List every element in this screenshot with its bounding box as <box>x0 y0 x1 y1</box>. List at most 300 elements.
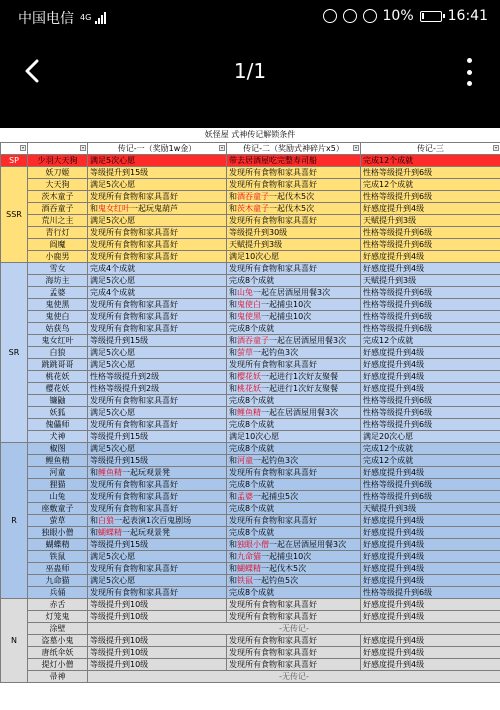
condition-text: 一起在居酒屋用餐3次 <box>261 408 339 417</box>
filter-dropdown-icon[interactable] <box>80 145 86 151</box>
bio-condition-cell-1 <box>88 611 227 623</box>
table-row <box>1 347 500 359</box>
bio-condition-cell-3 <box>361 647 500 659</box>
table-row <box>1 179 500 191</box>
table-row <box>1 167 500 179</box>
table-row <box>1 407 500 419</box>
shikigami-name-cell: 椒图 <box>28 443 88 455</box>
shikigami-name-cell: 傀儡师 <box>28 419 88 431</box>
no-biography-cell: -无传记- <box>88 623 500 635</box>
table-row <box>1 623 500 635</box>
shikigami-name-cell: 九命猫 <box>28 575 88 587</box>
bio-condition-cell-3 <box>361 155 500 167</box>
condition-text: 性格等级提升到6级 <box>363 312 433 321</box>
bio-condition-cell-1 <box>88 467 227 479</box>
shikigami-name-cell: 河童 <box>28 467 88 479</box>
condition-text: 一起在居酒屋用餐3次 <box>269 336 347 345</box>
shikigami-name-highlight: 樱花妖 <box>237 372 261 381</box>
shikigami-name-highlight: 鲤鱼精 <box>237 408 261 417</box>
condition-text: 一起玩鬼葫芦 <box>130 204 178 213</box>
bio-condition-cell-1 <box>88 407 227 419</box>
bio-condition-cell-3 <box>361 587 500 599</box>
table-row <box>1 527 500 539</box>
shikigami-name-cell: 提灯小僧 <box>28 659 88 671</box>
condition-text: 带去居酒屋吃完整寿司船 <box>229 156 317 165</box>
carrier-label: 中国电信 <box>18 11 74 27</box>
bio-condition-cell-1 <box>88 167 227 179</box>
bio-condition-cell-3 <box>361 539 500 551</box>
bio-condition-cell-2 <box>227 275 361 287</box>
shikigami-name-cell: 铁鼠 <box>28 551 88 563</box>
condition-text: 和 <box>229 492 237 501</box>
condition-text: 性格等级提升到6级 <box>363 300 433 309</box>
filter-dropdown-icon[interactable] <box>20 145 26 151</box>
bio-condition-cell-2 <box>227 251 361 263</box>
condition-text: 发现所有食物和家具喜好 <box>90 420 178 429</box>
bio-condition-cell-2 <box>227 155 361 167</box>
table-row <box>1 371 500 383</box>
table-row <box>1 575 500 587</box>
condition-text: 和 <box>229 300 237 309</box>
condition-text: 性格等级提升到2级 <box>90 372 160 381</box>
condition-text: 天赋提升到3级 <box>229 240 283 249</box>
shikigami-name-cell: 小鹿男 <box>28 251 88 263</box>
table-row <box>1 563 500 575</box>
bio-condition-cell-2 <box>227 227 361 239</box>
condition-text: 性格等级提升到6级 <box>363 192 433 201</box>
bio-condition-cell-2 <box>227 527 361 539</box>
bio-condition-cell-3 <box>361 551 500 563</box>
table-row <box>1 215 500 227</box>
shikigami-name-highlight: 蝴蝶精 <box>98 528 122 537</box>
condition-text: 一起钓鱼5次 <box>253 576 299 585</box>
table-row <box>1 599 500 611</box>
table-row <box>1 455 500 467</box>
condition-text: 好感度提升到4级 <box>363 264 425 273</box>
bio-condition-cell-2 <box>227 647 361 659</box>
condition-text: 完成8个成就 <box>229 528 275 537</box>
bio-condition-cell-1 <box>88 431 227 443</box>
shikigami-name-cell: 盗墓小鬼 <box>28 635 88 647</box>
clock: 16:41 <box>447 8 488 24</box>
rarity-cell: R <box>1 443 28 599</box>
shikigami-name-cell: 镰鼬 <box>28 395 88 407</box>
bio-condition-cell-2 <box>227 215 361 227</box>
condition-text: 发现所有食物和家具喜好 <box>90 564 178 573</box>
shikigami-name-highlight: 山兔 <box>237 288 253 297</box>
bio-condition-cell-2 <box>227 239 361 251</box>
table-row <box>1 431 500 443</box>
bio-condition-cell-2 <box>227 551 361 563</box>
more-dot-icon <box>467 81 472 86</box>
bio-condition-cell-2 <box>227 611 361 623</box>
condition-text: 天赋提升到3级 <box>363 504 417 513</box>
table-row <box>1 647 500 659</box>
condition-text: 好感度提升到4级 <box>363 348 425 357</box>
spreadsheet-image[interactable] <box>0 128 500 710</box>
bio-condition-cell-3 <box>361 575 500 587</box>
bio-condition-cell-2 <box>227 395 361 407</box>
bio-condition-cell-2 <box>227 407 361 419</box>
condition-text: 好感度提升到4级 <box>363 648 425 657</box>
table-row <box>1 671 500 683</box>
condition-text: 发现所有食物和家具喜好 <box>229 612 317 621</box>
shikigami-name-cell: 狸猫 <box>28 479 88 491</box>
condition-text: 性格等级提升到6级 <box>363 228 433 237</box>
shikigami-name-cell: 青行灯 <box>28 227 88 239</box>
bio-condition-cell-2 <box>227 659 361 671</box>
shikigami-name-highlight: 萤草 <box>237 348 253 357</box>
bio-condition-cell-1 <box>88 179 227 191</box>
bio-condition-cell-3 <box>361 383 500 395</box>
bio-condition-cell-2 <box>227 599 361 611</box>
shikigami-name-cell: 鬼女红叶 <box>28 335 88 347</box>
bio-condition-cell-2 <box>227 443 361 455</box>
page-counter: 1/1 <box>233 59 267 83</box>
condition-text: 和 <box>229 192 237 201</box>
table-row <box>1 203 500 215</box>
condition-text: 好感度提升到4级 <box>363 576 425 585</box>
bio-condition-cell-2 <box>227 287 361 299</box>
condition-text: 满足10次心愿 <box>229 252 280 261</box>
condition-text: 满足5次心愿 <box>90 348 136 357</box>
shikigami-name-cell: 桃花妖 <box>28 371 88 383</box>
no-biography-cell: -无传记- <box>88 671 500 683</box>
filter-dropdown-icon[interactable] <box>493 145 499 151</box>
bio-condition-cell-2 <box>227 347 361 359</box>
condition-text: 发现所有食物和家具喜好 <box>90 324 178 333</box>
table-row <box>1 551 500 563</box>
condition-text: 等级提升到30级 <box>229 228 288 237</box>
header-label: 传记-一（奖励1w金） <box>117 144 197 153</box>
bio-condition-cell-3 <box>361 659 500 671</box>
shikigami-name-highlight: 茨木童子 <box>237 204 269 213</box>
bio-condition-cell-3 <box>361 191 500 203</box>
shikigami-name-highlight: 蝴蝶精 <box>237 564 261 573</box>
bio-condition-cell-1 <box>88 383 227 395</box>
bio-condition-cell-1 <box>88 395 227 407</box>
shikigami-name-cell: 妖刀姬 <box>28 167 88 179</box>
table-row <box>1 191 500 203</box>
condition-text: 完成4个成就 <box>90 264 136 273</box>
bio-condition-cell-3 <box>361 467 500 479</box>
shikigami-name-cell: 蝴蝶精 <box>28 539 88 551</box>
image-viewer-toolbar <box>0 34 500 110</box>
shikigami-name-highlight: 鬼使黑 <box>237 312 261 321</box>
bio-condition-cell-3 <box>361 503 500 515</box>
bio-condition-cell-2 <box>227 539 361 551</box>
bio-condition-cell-2 <box>227 323 361 335</box>
table-row <box>1 659 500 671</box>
condition-text: 性格等级提升到2级 <box>90 384 160 393</box>
condition-text: 等级提升到15级 <box>90 432 149 441</box>
bio-condition-cell-2 <box>227 419 361 431</box>
bio-condition-cell-1 <box>88 599 227 611</box>
bio-condition-cell-2 <box>227 359 361 371</box>
signal-icon <box>95 12 106 24</box>
shikigami-name-highlight: 酒吞童子 <box>237 336 269 345</box>
condition-text: 一起玩观景凳 <box>122 528 170 537</box>
bio-condition-cell-2 <box>227 455 361 467</box>
table-row <box>1 227 500 239</box>
condition-text: 一起伐木5次 <box>269 192 315 201</box>
condition-text: 完成8个成就 <box>229 588 275 597</box>
condition-text: 满足5次心愿 <box>90 156 136 165</box>
table-row <box>1 515 500 527</box>
condition-text: 等级提升到10级 <box>90 612 149 621</box>
header-label: 传记-二（奖励式神碎片x5） <box>243 144 344 153</box>
shikigami-name-cell: 海坊主 <box>28 275 88 287</box>
rarity-cell: N <box>1 599 28 683</box>
bio-condition-cell-2 <box>227 167 361 179</box>
bio-condition-cell-2 <box>227 467 361 479</box>
shikigami-name-cell: 妖狐 <box>28 407 88 419</box>
bio-condition-cell-3 <box>361 239 500 251</box>
condition-text: 完成8个成就 <box>229 324 275 333</box>
condition-text: 发现所有食物和家具喜好 <box>229 360 317 369</box>
condition-text: 完成8个成就 <box>229 420 275 429</box>
shikigami-name-cell: 鲤鱼精 <box>28 455 88 467</box>
table-row <box>1 323 500 335</box>
dnd-icon <box>363 9 377 23</box>
condition-text: 等级提升到15级 <box>90 168 149 177</box>
bio-condition-cell-1 <box>88 251 227 263</box>
sheet-title: 妖怪屋 式神传记解锁条件 <box>204 130 296 139</box>
condition-text: 完成8个成就 <box>229 396 275 405</box>
condition-text: 性格等级提升到6级 <box>363 588 433 597</box>
shikigami-name-highlight: 白狼 <box>98 516 114 525</box>
table-row <box>1 467 500 479</box>
condition-text: 发现所有食物和家具喜好 <box>229 516 317 525</box>
condition-text: 发现所有食物和家具喜好 <box>229 660 317 669</box>
condition-text: 发现所有食物和家具喜好 <box>90 504 178 513</box>
condition-text: 和 <box>229 456 237 465</box>
bio-condition-cell-3 <box>361 395 500 407</box>
condition-text: 和 <box>229 204 237 213</box>
bio-condition-cell-3 <box>361 179 500 191</box>
header-label: 传记-三 <box>417 144 444 153</box>
condition-text: 满足5次心愿 <box>90 360 136 369</box>
condition-text: 满足5次心愿 <box>90 576 136 585</box>
bio-condition-cell-3 <box>361 215 500 227</box>
battery-icon <box>420 11 442 22</box>
bio-condition-cell-3 <box>361 563 500 575</box>
condition-text: 性格等级提升到6级 <box>363 168 433 177</box>
bio-condition-cell-3 <box>361 635 500 647</box>
bio-condition-cell-3 <box>361 611 500 623</box>
condition-text: 完成12个成就 <box>363 444 414 453</box>
table-row <box>1 263 500 275</box>
condition-text: 发现所有食物和家具喜好 <box>90 228 178 237</box>
condition-text: 完成8个成就 <box>229 480 275 489</box>
shikigami-name-cell: 少羽大天狗 <box>28 155 88 167</box>
filter-dropdown-icon[interactable] <box>353 145 359 151</box>
bio-condition-cell-3 <box>361 431 500 443</box>
shikigami-name-cell: 独眼小僧 <box>28 527 88 539</box>
condition-text: 满足5次心愿 <box>90 276 136 285</box>
nfc-icon <box>323 9 337 23</box>
bio-condition-cell-2 <box>227 299 361 311</box>
condition-text: 等级提升到10级 <box>90 636 149 645</box>
shikigami-name-cell: 大天狗 <box>28 179 88 191</box>
table-row <box>1 251 500 263</box>
rarity-cell: SP <box>1 155 28 167</box>
table-row <box>1 611 500 623</box>
condition-text: 好感度提升到4级 <box>363 360 425 369</box>
bio-condition-cell-2 <box>227 491 361 503</box>
condition-text: 满足5次心愿 <box>90 552 136 561</box>
shikigami-name-cell: 萤草 <box>28 515 88 527</box>
condition-text: 完成8个成就 <box>229 276 275 285</box>
table-row <box>1 587 500 599</box>
condition-text: 好感度提升到4级 <box>363 600 425 609</box>
header-bio-1 <box>88 143 227 155</box>
bio-condition-cell-3 <box>361 287 500 299</box>
condition-text: 发现所有食物和家具喜好 <box>229 648 317 657</box>
table-row <box>1 311 500 323</box>
condition-text: 完成12个成就 <box>363 456 414 465</box>
shikigami-name-cell: 跳跳哥哥 <box>28 359 88 371</box>
condition-text: 和 <box>229 372 237 381</box>
network-type-label: 4G <box>80 13 92 22</box>
bio-condition-cell-3 <box>361 515 500 527</box>
shikigami-name-highlight: 鬼使白 <box>237 300 261 309</box>
condition-text: 好感度提升到4级 <box>363 516 425 525</box>
condition-text: 完成12个成就 <box>363 336 414 345</box>
condition-text: 和 <box>229 288 237 297</box>
condition-text: 发现所有食物和家具喜好 <box>90 312 178 321</box>
condition-text: 一起玩观景凳 <box>122 468 170 477</box>
bio-condition-cell-3 <box>361 443 500 455</box>
shikigami-name-cell: 涂壁 <box>28 623 88 635</box>
bio-condition-cell-1 <box>88 575 227 587</box>
condition-text: 发现所有食物和家具喜好 <box>229 180 317 189</box>
shikigami-name-cell: 座敷童子 <box>28 503 88 515</box>
table-header-row <box>1 143 500 155</box>
bio-condition-cell-1 <box>88 275 227 287</box>
bio-condition-cell-3 <box>361 299 500 311</box>
condition-text: 性格等级提升到6级 <box>363 408 433 417</box>
table-row <box>1 239 500 251</box>
table-row <box>1 359 500 371</box>
bio-condition-cell-2 <box>227 503 361 515</box>
shikigami-name-cell: 阎魔 <box>28 239 88 251</box>
condition-text: 满足10次心愿 <box>229 432 280 441</box>
condition-text: 一起在居酒屋用餐3次 <box>269 540 347 549</box>
table-row <box>1 491 500 503</box>
bio-condition-cell-1 <box>88 263 227 275</box>
bio-condition-cell-3 <box>361 335 500 347</box>
bio-condition-cell-1 <box>88 227 227 239</box>
bio-condition-cell-1 <box>88 647 227 659</box>
condition-text: 等级提升到10级 <box>90 648 149 657</box>
bio-condition-cell-3 <box>361 347 500 359</box>
condition-text: 满足20次心愿 <box>363 432 414 441</box>
condition-text: 一起表演1次百鬼剧场 <box>114 516 192 525</box>
table-row <box>1 503 500 515</box>
battery-percent: 10% <box>382 8 414 24</box>
bio-condition-cell-2 <box>227 179 361 191</box>
condition-text: 发现所有食物和家具喜好 <box>90 480 178 489</box>
bio-condition-cell-3 <box>361 371 500 383</box>
bio-condition-cell-3 <box>361 263 500 275</box>
bio-condition-cell-3 <box>361 479 500 491</box>
condition-text: 一起伐木5次 <box>261 564 307 573</box>
condition-text: 完成12个成就 <box>363 180 414 189</box>
bio-condition-cell-3 <box>361 311 500 323</box>
bio-condition-cell-1 <box>88 551 227 563</box>
bio-condition-cell-1 <box>88 311 227 323</box>
condition-text: 好感度提升到4级 <box>363 636 425 645</box>
condition-text: 和 <box>229 540 237 549</box>
more-options-button[interactable] <box>464 58 474 86</box>
rarity-cell: SR <box>1 263 28 443</box>
header-bio-3 <box>361 143 500 155</box>
condition-text: 发现所有食物和家具喜好 <box>229 216 317 225</box>
condition-text: 等级提升到15级 <box>90 336 149 345</box>
condition-text: 完成4个成就 <box>90 288 136 297</box>
bio-condition-cell-3 <box>361 227 500 239</box>
bio-condition-cell-1 <box>88 239 227 251</box>
condition-text: 和 <box>229 408 237 417</box>
bio-condition-cell-2 <box>227 515 361 527</box>
bio-condition-cell-1 <box>88 527 227 539</box>
bio-condition-cell-2 <box>227 335 361 347</box>
condition-text: 一起捕虫5次 <box>253 492 299 501</box>
condition-text: 等级提升到15级 <box>90 540 149 549</box>
bio-condition-cell-2 <box>227 479 361 491</box>
condition-text: 等级提升到10级 <box>90 600 149 609</box>
table-row <box>1 335 500 347</box>
condition-text: 天赋提升到3级 <box>363 276 417 285</box>
bio-condition-cell-2 <box>227 371 361 383</box>
bio-condition-cell-1 <box>88 479 227 491</box>
bio-condition-cell-1 <box>88 287 227 299</box>
condition-text: 发现所有食物和家具喜好 <box>229 168 317 177</box>
condition-text: 发现所有食物和家具喜好 <box>90 252 178 261</box>
bio-condition-cell-2 <box>227 191 361 203</box>
condition-text: 性格等级提升到6级 <box>363 420 433 429</box>
bio-condition-cell-1 <box>88 419 227 431</box>
condition-text: 一起钓鱼3次 <box>253 456 299 465</box>
condition-text: 好感度提升到4级 <box>363 384 425 393</box>
condition-text: 好感度提升到4级 <box>363 372 425 381</box>
condition-text: 性格等级提升到6级 <box>363 492 433 501</box>
shikigami-name-cell: 鬼使黑 <box>28 299 88 311</box>
bio-condition-cell-3 <box>361 491 500 503</box>
table-body <box>1 155 500 683</box>
table-row <box>1 635 500 647</box>
header-bio-2 <box>227 143 361 155</box>
filter-dropdown-icon[interactable] <box>219 145 225 151</box>
bio-condition-cell-1 <box>88 371 227 383</box>
shikigami-name-highlight: 铁鼠 <box>237 576 253 585</box>
shikigami-name-highlight: 酒吞童子 <box>237 192 269 201</box>
shikigami-name-cell: 兵俑 <box>28 587 88 599</box>
condition-text: 一起钓鱼3次 <box>253 348 299 357</box>
bio-condition-cell-3 <box>361 407 500 419</box>
condition-text: 满足5次心愿 <box>90 180 136 189</box>
condition-text: 天赋提升到3级 <box>363 216 417 225</box>
condition-text: 好感度提升到4级 <box>363 528 425 537</box>
bio-condition-cell-1 <box>88 659 227 671</box>
bio-condition-cell-2 <box>227 263 361 275</box>
table-row <box>1 383 500 395</box>
condition-text: 和 <box>229 312 237 321</box>
condition-text: 一起进行1次好友聚餐 <box>261 372 339 381</box>
condition-text: 好感度提升到4级 <box>363 540 425 549</box>
bio-condition-cell-1 <box>88 491 227 503</box>
